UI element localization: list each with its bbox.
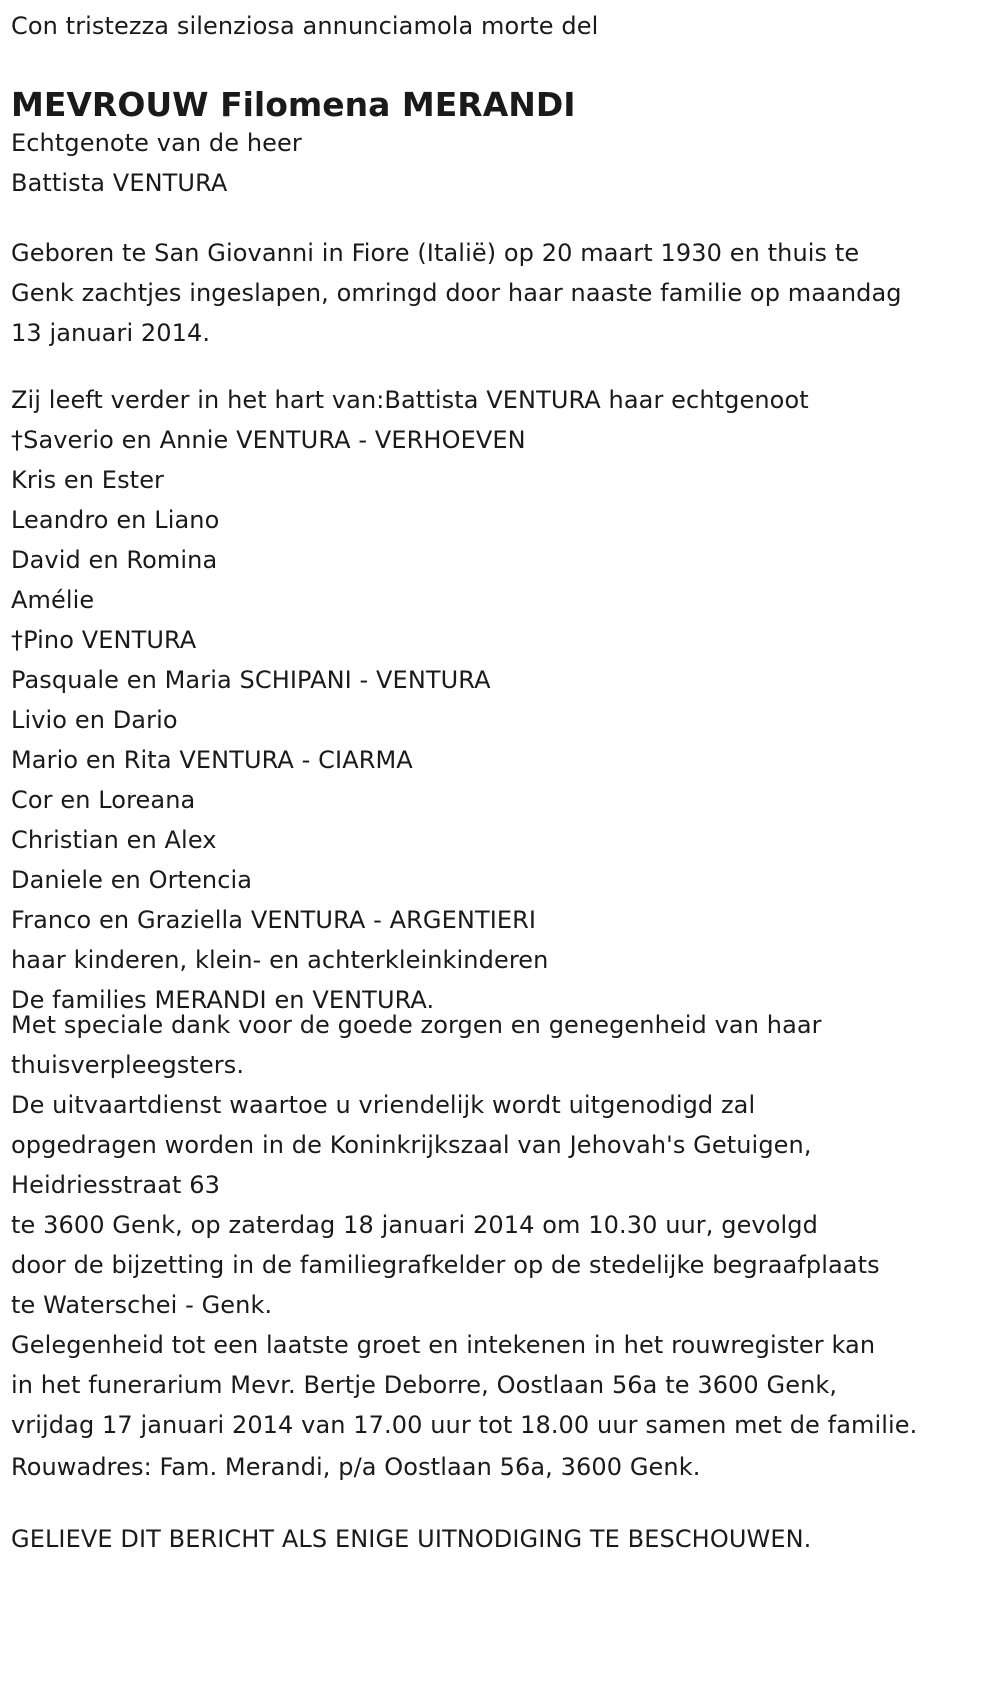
family-member-text: Saverio en Annie VENTURA - VERHOEVEN — [23, 426, 526, 454]
birth-line: 13 januari 2014. — [11, 319, 211, 347]
family-member-text: Livio en Dario — [11, 706, 178, 734]
family-member-line — [11, 820, 809, 860]
service-line: te Waterschei - Genk. — [11, 1291, 273, 1319]
family-member-text: Franco en Graziella VENTURA - ARGENTIERI — [11, 906, 537, 934]
family-list — [11, 420, 809, 1020]
family-member-text: Mario en Rita VENTURA - CIARMA — [11, 746, 413, 774]
service-line: te 3600 Genk, op zaterdag 18 januari 2014 om 10.30 uur, gevolgd — [11, 1211, 818, 1239]
family-member-text: David en Romina — [11, 546, 218, 574]
family-member-text: Christian en Alex — [11, 826, 217, 854]
spouse-line: Echtgenote van de heer — [11, 129, 302, 157]
family-member-text: De families MERANDI en VENTURA. — [11, 986, 435, 1014]
service-line: thuisverpleegsters. — [11, 1051, 245, 1079]
address-line: Rouwadres: Fam. Merandi, p/a Oostlaan 56a, 3600 Genk. — [11, 1453, 701, 1481]
family-member-text: Leandro en Liano — [11, 506, 220, 534]
family-member-line — [11, 500, 809, 540]
family-member-text: Amélie — [11, 586, 95, 614]
family-member-text: Pino VENTURA — [23, 626, 197, 654]
cross-icon: † — [11, 626, 24, 654]
closing-line: GELIEVE DIT BERICHT ALS ENIGE UITNODIGING TE BESCHOUWEN. — [11, 1525, 812, 1553]
service-line: opgedragen worden in de Koninkrijkszaal van Jehovah's Getuigen, — [11, 1131, 812, 1159]
family-member-text: Daniele en Ortencia — [11, 866, 253, 894]
family-member-text: Cor en Loreana — [11, 786, 196, 814]
family-member-line — [11, 740, 809, 780]
service-block — [11, 1005, 917, 1445]
family-member-line — [11, 420, 809, 460]
family-member-line — [11, 540, 809, 580]
family-member-line — [11, 700, 809, 740]
family-block — [11, 380, 809, 1020]
family-member-line — [11, 460, 809, 500]
closing-block — [11, 1519, 811, 1559]
address-block — [11, 1447, 700, 1487]
service-line: Gelegenheid tot een laatste groet en intekenen in het rouwregister kan — [11, 1331, 876, 1359]
cross-icon: † — [11, 426, 24, 454]
birth-line: Genk zachtjes ingeslapen, omringd door haar naaste familie op maandag — [11, 279, 902, 307]
deceased-name-title: MEVROUW Filomena MERANDI — [11, 85, 576, 124]
family-intro-line: Zij leeft verder in het hart van:Battista VENTURA haar echtgenoot — [11, 386, 809, 414]
family-member-text: haar kinderen, klein- en achterkleinkinderen — [11, 946, 549, 974]
service-line: De uitvaartdienst waartoe u vriendelijk wordt uitgenodigd zal — [11, 1091, 756, 1119]
family-member-line — [11, 860, 809, 900]
service-line: vrijdag 17 januari 2014 van 17.00 uur tot 18.00 uur samen met de familie. — [11, 1411, 918, 1439]
birth-line: Geboren te San Giovanni in Fiore (Italië) op 20 maart 1930 en thuis te — [11, 239, 860, 267]
service-line: Met speciale dank voor de goede zorgen en genegenheid van haar — [11, 1011, 822, 1039]
service-line: door de bijzetting in de familiegrafkelder op de stedelijke begraafplaats — [11, 1251, 880, 1279]
service-line: Heidriesstraat 63 — [11, 1171, 220, 1199]
family-member-line — [11, 780, 809, 820]
family-member-line — [11, 940, 809, 980]
spouse-block — [11, 123, 302, 203]
family-member-line — [11, 620, 809, 660]
spouse-name-line: Battista VENTURA — [11, 169, 228, 197]
family-member-text: Pasquale en Maria SCHIPANI - VENTURA — [11, 666, 491, 694]
service-line: in het funerarium Mevr. Bertje Deborre, Oostlaan 56a te 3600 Genk, — [11, 1371, 838, 1399]
family-member-text: Kris en Ester — [11, 466, 165, 494]
intro-line: Con tristezza silenziosa annunciamola morte del — [11, 12, 599, 40]
family-member-line — [11, 660, 809, 700]
birth-block — [11, 233, 902, 353]
family-member-line — [11, 900, 809, 940]
family-member-line — [11, 580, 809, 620]
